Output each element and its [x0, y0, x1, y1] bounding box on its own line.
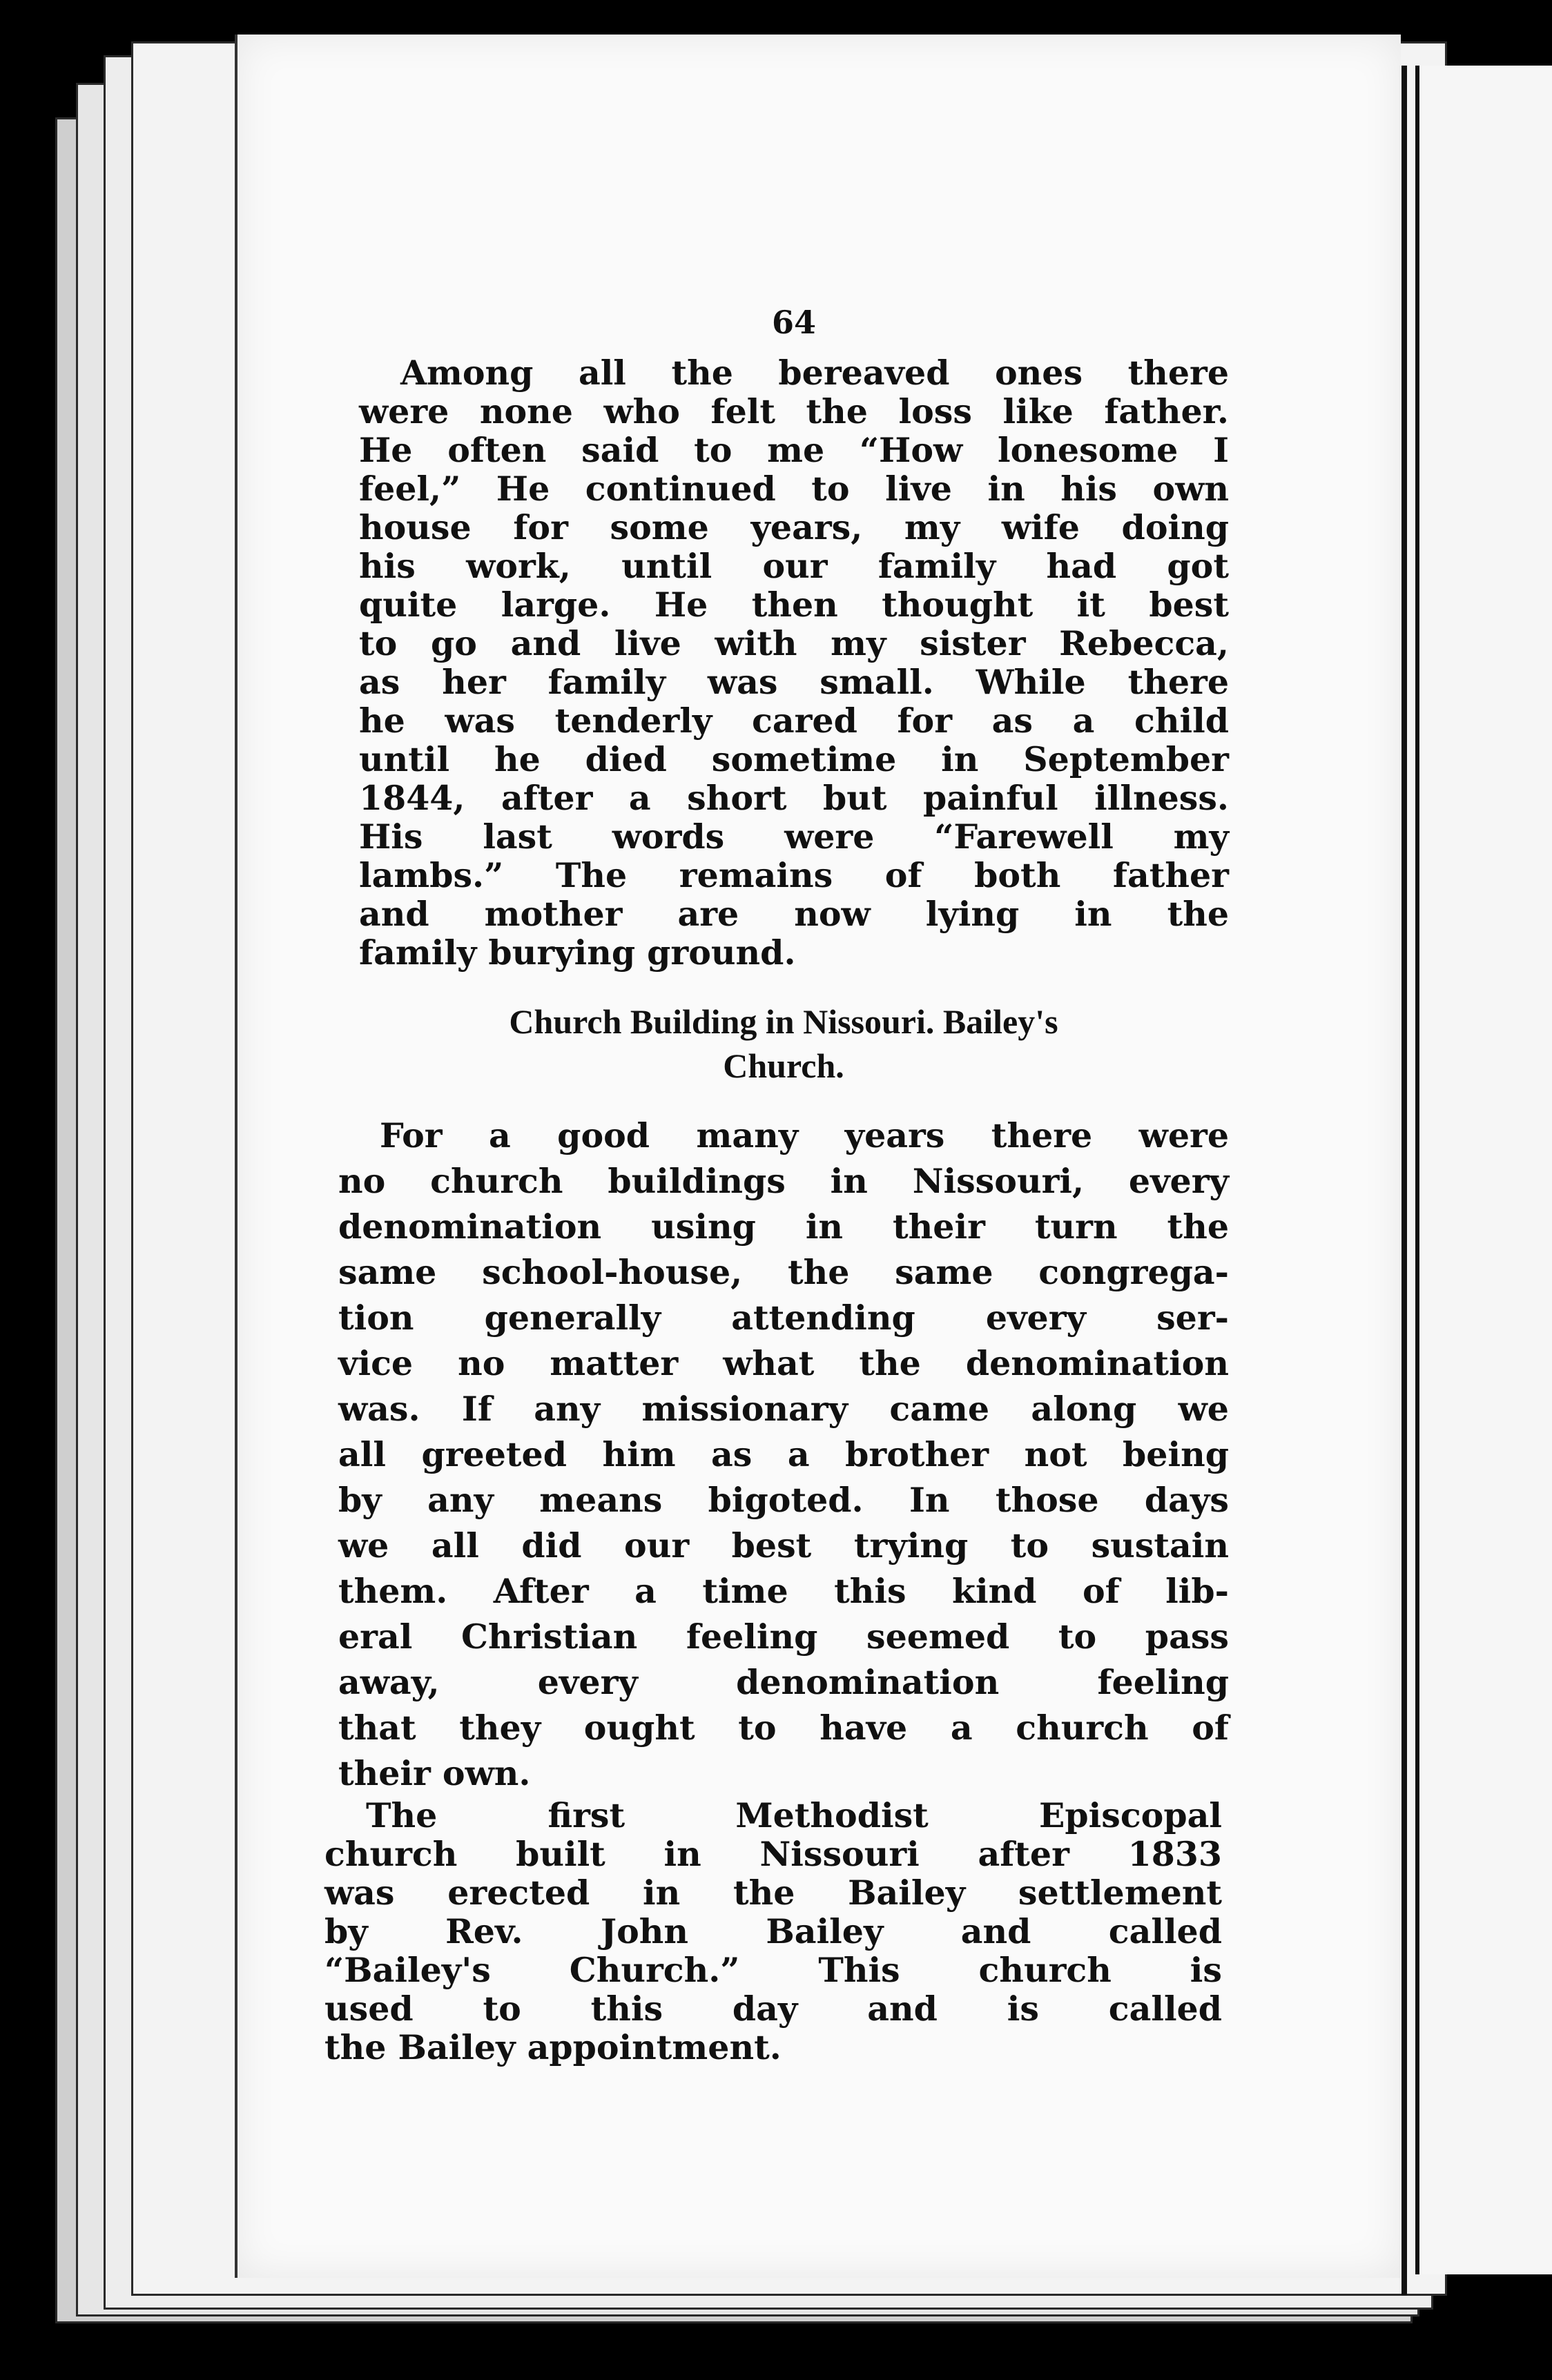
text-line: eral Christian feeling seemed to pass — [338, 1617, 1229, 1657]
text-line: feel,” He continued to live in his own — [359, 469, 1229, 509]
text-line: was. If any missionary came along we — [338, 1389, 1229, 1429]
page-number: 64 — [771, 304, 816, 341]
text-line: lambs.” The remains of both father — [359, 855, 1229, 895]
book-gutter — [1401, 66, 1407, 2295]
heading-line-1: Church Building in Nissouri. Bailey's — [509, 1002, 1058, 1041]
text-line: he was tenderly cared for as a child — [359, 701, 1229, 741]
text-line: For a good many years there were — [380, 1115, 1229, 1155]
text-line: away, every denomination feeling — [338, 1662, 1229, 1702]
text-line: “Bailey's Church.” This church is — [324, 1950, 1222, 1990]
text-line: vice no matter what the denomination — [338, 1343, 1229, 1383]
page-content — [324, 304, 1229, 2067]
text-line: was erected in the Bailey settlement — [324, 1873, 1222, 1913]
text-line: as her family was small. While there — [359, 662, 1229, 702]
text-line: same school-house, the same congrega- — [338, 1252, 1229, 1292]
paragraph-baileys-church — [324, 1796, 1222, 2067]
text-line: house for some years, my wife doing — [359, 507, 1229, 547]
text-line: denomination using in their turn the — [338, 1207, 1229, 1247]
text-line: quite large. He then thought it best — [359, 585, 1229, 625]
text-line: to go and live with my sister Rebecca, — [359, 623, 1229, 663]
paragraph-father — [359, 353, 1229, 972]
section-heading — [338, 999, 1229, 1088]
text-line: until he died sometime in September — [359, 739, 1229, 779]
text-line: them. After a time this kind of lib- — [338, 1571, 1229, 1611]
text-line: their own. — [338, 1753, 531, 1793]
text-line: The first Methodist Episcopal — [366, 1795, 1222, 1835]
paragraph-church-buildings — [338, 1113, 1229, 1796]
text-line: all greeted him as a brother not being — [338, 1434, 1229, 1474]
text-line: we all did our best trying to sustain — [338, 1525, 1229, 1565]
text-line: by any means bigoted. In those days — [338, 1480, 1229, 1520]
text-line: used to this day and is called — [324, 1989, 1222, 2029]
text-line: his work, until our family had got — [359, 546, 1229, 586]
text-line: Among all the bereaved ones there — [400, 353, 1229, 393]
text-line: tion generally attending every ser- — [338, 1298, 1229, 1338]
text-line: no church buildings in Nissouri, every — [338, 1161, 1229, 1201]
text-line: His last words were “Farewell my — [359, 817, 1229, 857]
text-line: 1844, after a short but painful illness. — [359, 778, 1229, 818]
text-line: church built in Nissouri after 1833 — [324, 1834, 1222, 1874]
text-line: He often said to me “How lonesome I — [359, 430, 1229, 470]
text-line: that they ought to have a church of — [338, 1708, 1229, 1748]
text-line: by Rev. John Bailey and called — [324, 1911, 1222, 1951]
text-line: and mother are now lying in the — [359, 894, 1229, 934]
facing-page-edge — [1415, 66, 1552, 2274]
text-line: the Bailey appointment. — [324, 2027, 782, 2067]
heading-line-2: Church. — [723, 1046, 844, 1085]
text-line: family burying ground. — [359, 933, 796, 973]
text-line: were none who felt the loss like father. — [359, 391, 1229, 431]
